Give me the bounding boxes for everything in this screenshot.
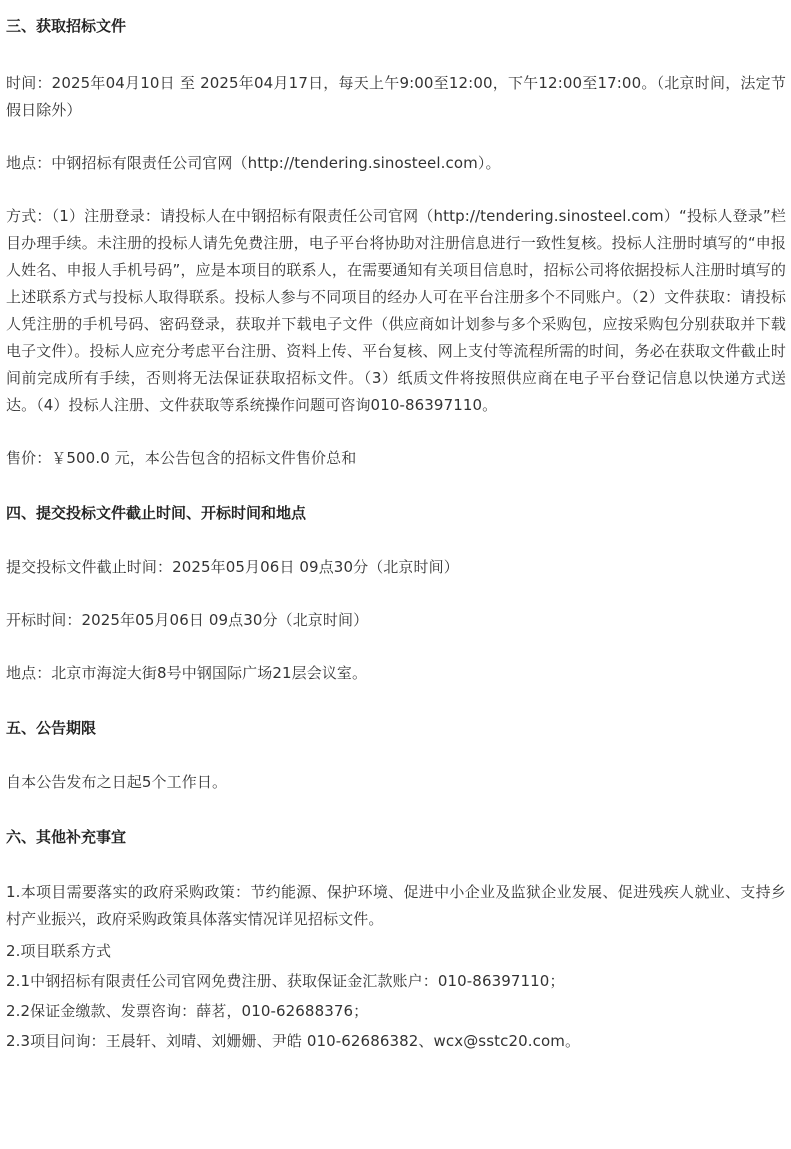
section-6-heading: 六、其他补充事宜 [6,828,127,846]
supplement-item: 2.项目联系方式 [6,942,112,960]
bid-opening-place: 地点：北京市海淀大街8号中钢国际广场21层会议室。 [6,664,368,682]
supplement-item: 1.本项目需要落实的政府采购政策：节约能源、保护环境、促进中小企业及监狱企业发展、促进残疾人就业、支持乡村产业振兴，政府采购政策具体落实情况详见招标文件。 [6,883,786,928]
document-method: 方式：（1）注册登录：请投标人在中钢招标有限责任公司官网（http://tendering.sinosteel.com）“投标人登录”栏目办理手续。未注册的投标人请先免费注册，电子平台将协助对注册信息进行一致性复核。投标人注册时填写的“申报人姓名、申报人手机号码”，应是本项目的联系人，在需要通知有关项目信息时，招标公司将依据投标人注册时填写的上述联系方式与投标人取得联系。投标人参与不同项目的经办人可在平台注册多个不同账户。（2）文件获取：请投标人凭注册的手机号码、密码登录，获取并下载电子文件（供应商如计划参与多个采购包，应按采购包分别获取并下载电子文件）。投标人应充分考虑平台注册、资料上传、平台复核、网上支付等流程所需的时间，务必在获取文件截止时间前完成所有手续，否则将无法保证获取招标文件。（3）纸质文件将按照供应商在电子平台登记信息以快递方式送达。（4）投标人注册、文件获取等系统操作问题可咨询010-86397110。 [6,207,786,414]
bid-deadline: 提交投标文件截止时间：2025年05月06日 09点30分（北京时间） [6,558,459,576]
bid-opening-time: 开标时间：2025年05月06日 09点30分（北京时间） [6,611,369,629]
section-4-heading: 四、提交投标文件截止时间、开标时间和地点 [6,504,307,522]
document-place: 地点：中钢招标有限责任公司官网（http://tendering.sinosteel.com）。 [6,154,501,172]
supplement-item: 2.2保证金缴款、发票咨询：薛茗，010-62688376； [6,1002,369,1020]
notice-period: 自本公告发布之日起5个工作日。 [6,773,228,791]
document-price: 售价：￥500.0 元，本公告包含的招标文件售价总和 [6,449,357,467]
section-3-heading: 三、获取招标文件 [6,17,127,35]
document-time: 时间：2025年04月10日 至 2025年04月17日，每天上午9:00至12:00，下午12:00至17:00。（北京时间，法定节假日除外） [6,74,786,119]
section-5-heading: 五、公告期限 [6,719,97,737]
announcement-content [6,0,786,1056]
supplement-item: 2.3项目问询：王晨轩、刘晴、刘姗姗、尹皓 010-62686382、wcx@sstc20.com。 [6,1032,581,1050]
supplement-item: 2.1中钢招标有限责任公司官网免费注册、获取保证金汇款账户：010-86397110； [6,972,565,990]
